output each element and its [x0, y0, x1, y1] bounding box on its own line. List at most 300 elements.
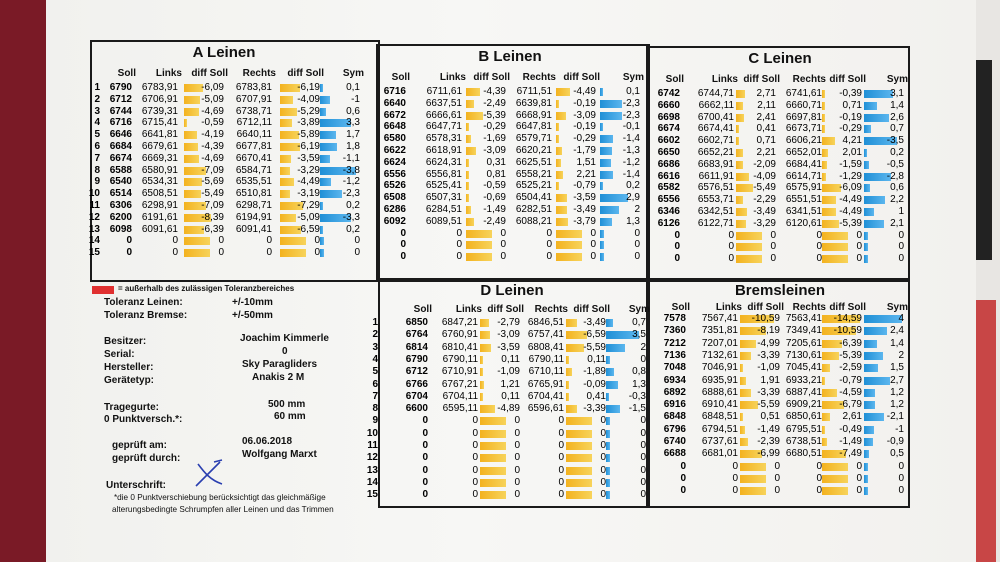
cell-diff-links: 0,51	[760, 411, 780, 423]
cell-diff-rechts: -1,89	[583, 366, 606, 378]
cell-diff-links: 0	[500, 227, 506, 239]
cell-soll: 6686	[657, 158, 680, 170]
cell-diff-rechts: 0	[856, 229, 862, 241]
table-row	[88, 223, 360, 235]
row-number: 6	[94, 141, 100, 152]
cell-rechts: 6677,81	[235, 141, 272, 152]
cell-sym: 0	[640, 464, 646, 476]
cell-diff-links: 0	[514, 440, 520, 451]
cell-rechts: 0	[546, 227, 552, 239]
cell-links: 6700,41	[697, 111, 734, 123]
table-title-b: B Leinen	[478, 48, 542, 65]
table-row	[648, 100, 916, 111]
cell-soll: 6556	[657, 194, 680, 206]
row-number: 5	[372, 366, 378, 378]
cell-soll: 7578	[663, 313, 686, 324]
cell-rechts: 6620,21	[515, 145, 552, 156]
table-row	[378, 192, 646, 203]
cell-diff-rechts: -0,79	[573, 180, 596, 192]
cell-soll: 6600	[405, 403, 428, 415]
cell-sym: 0	[640, 489, 646, 501]
signature-mark	[192, 458, 226, 490]
cell-soll: 0	[422, 489, 428, 501]
cell-diff-links: -1,49	[483, 204, 506, 215]
cell-soll: 0	[400, 227, 406, 239]
cell-diff-rechts: -3,19	[297, 188, 320, 200]
cell-diff-links: -0,59	[483, 180, 506, 192]
cell-sym: 0	[634, 251, 640, 263]
table-row	[89, 200, 360, 211]
header-d-0: Soll	[413, 304, 432, 315]
cell-sym: -1,1	[342, 152, 360, 164]
cell-sym: 2,7	[890, 374, 904, 386]
cell-sym: 0	[898, 460, 904, 472]
cell-rechts: 6757,41	[527, 329, 564, 341]
cell-diff-links: 0	[218, 247, 224, 259]
cell-rechts: 6652,01	[785, 147, 822, 158]
table-row	[378, 180, 646, 191]
cell-diff-rechts: -6,09	[839, 182, 862, 194]
cell-diff-rechts: -2,59	[839, 362, 862, 374]
cell-sym: 0	[354, 235, 360, 247]
geprueft-am-label: geprüft am:	[112, 440, 167, 451]
cell-links: 7132,61	[701, 349, 738, 361]
cell-sym: 0,2	[346, 223, 360, 235]
cell-links: 6674,41	[697, 123, 734, 135]
cell-rechts: 6887,41	[785, 386, 822, 398]
cell-diff-rechts: -4,59	[839, 386, 862, 398]
cell-rechts: 7045,41	[785, 362, 822, 374]
cell-soll: 0	[680, 485, 686, 497]
cell-diff-rechts: -4,49	[297, 176, 320, 188]
cell-diff-rechts: 0	[590, 227, 596, 239]
tragegurte-value: 500 mm	[268, 399, 306, 410]
cell-sym: -1,3	[622, 145, 640, 156]
cell-links: 0	[472, 452, 478, 464]
serial-value: 0	[282, 346, 288, 357]
geprueft-am-value: 06.06.2018	[242, 436, 293, 447]
cell-sym: 0,5	[890, 448, 904, 460]
cell-sym: -1,2	[622, 156, 640, 168]
header-b-3: Rechts	[522, 72, 556, 83]
cell-diff-rechts: 0,41	[586, 390, 606, 402]
cell-sym: 4	[898, 313, 904, 324]
header-d-1: Links	[455, 304, 482, 315]
cell-soll: 6744	[109, 105, 132, 117]
cell-sym: 3,1	[890, 88, 904, 99]
cell-sym: -1	[351, 93, 360, 105]
table-row	[648, 375, 916, 386]
cell-soll: 0	[422, 476, 428, 488]
cell-links: 6122,71	[697, 217, 734, 229]
cell-sym: 0,2	[890, 147, 904, 158]
cell-rechts: 6668,91	[515, 109, 552, 121]
unterschrift-label: Unterschrift:	[106, 480, 167, 491]
cell-rechts: 6640,11	[236, 129, 272, 141]
cell-sym: -1,4	[622, 168, 640, 180]
cell-sym: 0	[640, 353, 646, 365]
cell-rechts: 6551,51	[785, 194, 822, 206]
cell-links: 7567,41	[701, 313, 738, 324]
header-a-5: Sym	[342, 68, 364, 79]
cell-diff-links: 0	[514, 476, 520, 488]
header-e-5: Sym	[886, 302, 908, 313]
cell-soll: 0	[400, 251, 406, 263]
cell-soll: 6892	[663, 386, 686, 398]
table-row	[92, 176, 360, 187]
cell-rechts: 6584,71	[235, 164, 272, 176]
table-row	[648, 147, 916, 158]
cell-links: 6618,91	[425, 145, 462, 156]
header-d-4: diff Soll	[573, 304, 610, 315]
header-c-1: Links	[711, 74, 738, 85]
cell-sym: -1,5	[628, 403, 646, 415]
row-number: 7	[94, 152, 100, 164]
cell-diff-links: -4,89	[497, 403, 520, 415]
cell-diff-rechts: -1,29	[839, 170, 862, 182]
cell-links: 7207,01	[701, 337, 738, 349]
table-row	[372, 317, 648, 328]
cell-diff-links: -7,09	[201, 164, 224, 176]
header-e-0: Soll	[671, 302, 690, 313]
header-b-0: Soll	[391, 72, 410, 83]
table-row	[378, 145, 646, 156]
cell-diff-links: 0	[774, 460, 780, 472]
cell-diff-links: -3,49	[753, 206, 776, 217]
cell-sym: 1,5	[890, 362, 904, 374]
cell-sym: -1	[895, 423, 904, 435]
cell-diff-links: -8,19	[757, 325, 780, 337]
cell-soll: 6740	[663, 436, 686, 447]
cell-diff-links: -0,59	[201, 117, 224, 129]
cell-rechts: 6783,81	[235, 82, 272, 93]
cell-diff-rechts: -4,49	[573, 86, 596, 97]
cell-diff-links: 0,41	[756, 123, 776, 135]
cell-links: 6666,61	[425, 109, 462, 121]
row-number: 7	[372, 390, 378, 402]
row-number: 10	[366, 427, 378, 439]
cell-diff-links: 0,11	[501, 390, 520, 402]
table-row	[372, 378, 648, 390]
cell-soll: 6650	[657, 147, 680, 158]
cell-rechts: 7130,61	[785, 349, 822, 361]
cell-sym: 0	[898, 241, 904, 253]
cell-rechts: 6795,51	[785, 423, 822, 435]
cell-soll: 6660	[657, 99, 680, 111]
cell-links: 0	[172, 235, 178, 247]
besitzer-label: Besitzer:	[104, 336, 147, 347]
cell-rechts: 6298,71	[235, 200, 272, 211]
cell-diff-links: 0	[500, 251, 506, 263]
cell-links: 6935,91	[701, 374, 738, 386]
cell-links: 6652,21	[697, 147, 734, 158]
header-c-5: Sym	[886, 74, 908, 85]
table-row	[367, 440, 648, 451]
cell-soll: 0	[422, 427, 428, 439]
cell-rechts: 6194,91	[235, 211, 272, 223]
row-number: 10	[88, 188, 100, 200]
cell-links: 6783,91	[141, 82, 178, 93]
cell-links: 6739,31	[141, 105, 178, 117]
table-row	[648, 159, 916, 170]
cell-rechts: 0	[816, 460, 822, 472]
cell-rechts: 7349,41	[785, 325, 822, 337]
cell-rechts: 6933,21	[785, 374, 822, 386]
cell-sym: -2,8	[886, 170, 904, 182]
table-row	[92, 165, 360, 176]
cell-sym: -3,5	[886, 135, 904, 147]
cell-soll: 0	[422, 440, 428, 451]
cell-diff-links: 0	[500, 239, 506, 251]
table-row	[88, 211, 360, 223]
header-c-4: diff Soll	[829, 74, 866, 85]
cell-sym: 2,6	[890, 111, 904, 123]
cell-soll: 6622	[383, 145, 406, 156]
cell-sym: 0,6	[346, 105, 360, 117]
cell-diff-links: 0	[770, 241, 776, 253]
cell-sym: 0,7	[632, 317, 646, 328]
cell-diff-rechts: 0	[856, 472, 862, 484]
cell-links: 6662,11	[698, 99, 734, 111]
cell-diff-rechts: -7,49	[839, 448, 862, 460]
cell-rechts: 6909,21	[785, 399, 822, 411]
table-row	[378, 169, 646, 180]
row-number: 11	[367, 440, 378, 451]
cell-links: 6576,51	[697, 182, 734, 194]
cell-soll: 6742	[657, 88, 680, 99]
cell-rechts: 6341,51	[785, 206, 822, 217]
table-row	[648, 241, 916, 252]
cell-diff-rechts: 0	[600, 476, 606, 488]
cell-soll: 6672	[383, 109, 406, 121]
cell-sym: 0	[898, 485, 904, 497]
cell-diff-rechts: -4,49	[839, 206, 862, 217]
cell-links: 6525,41	[425, 180, 462, 192]
cell-sym: 0	[898, 229, 904, 241]
cell-links: 6284,51	[425, 204, 462, 215]
cell-links: 6647,71	[425, 121, 462, 133]
cell-rechts: 0	[266, 235, 272, 247]
cell-diff-links: 0	[514, 464, 520, 476]
cell-sym: 1,2	[890, 399, 904, 411]
cell-diff-rechts: -1,59	[839, 158, 862, 170]
cell-diff-rechts: 0	[314, 247, 320, 259]
cell-diff-rechts: 0	[856, 241, 862, 253]
table-row	[92, 129, 360, 140]
cell-sym: 0	[640, 415, 646, 427]
cell-links: 6744,71	[697, 88, 734, 99]
cell-links: 6580,91	[141, 164, 178, 176]
table-row	[92, 82, 360, 93]
row-number: 15	[366, 489, 378, 501]
table-row	[366, 464, 648, 476]
cell-links: 0	[732, 485, 738, 497]
table-row	[372, 390, 648, 402]
cell-diff-links: 0,31	[486, 156, 506, 168]
cell-diff-rechts: 0	[856, 485, 862, 497]
cell-diff-rechts: 4,21	[842, 135, 862, 147]
cell-soll: 6306	[109, 200, 132, 211]
cell-rechts: 6606,21	[785, 135, 822, 147]
cell-links: 6737,61	[701, 436, 738, 447]
table-row	[378, 216, 646, 227]
cell-diff-links: -3,29	[753, 217, 776, 229]
cell-diff-links: -3,39	[757, 386, 780, 398]
row-number: 9	[372, 415, 378, 427]
geraetetyp-value: Anakis 2 M	[252, 372, 305, 383]
cell-diff-rechts: -4,49	[839, 194, 862, 206]
cell-diff-links: -0,69	[483, 192, 506, 204]
header-a-2: diff Soll	[191, 68, 228, 79]
cell-diff-rechts: -5,89	[297, 129, 320, 141]
cell-sym: 2	[640, 341, 646, 353]
cell-soll: 0	[680, 472, 686, 484]
table-row	[648, 411, 916, 422]
cell-rechts: 6282,51	[515, 204, 552, 215]
cell-links: 0	[472, 464, 478, 476]
cell-soll: 0	[422, 415, 428, 427]
cell-sym: 0	[640, 452, 646, 464]
cell-rechts: 6765,91	[527, 378, 564, 390]
cell-links: 6553,71	[697, 194, 734, 206]
cell-links: 0	[728, 229, 734, 241]
cell-diff-rechts: -6,59	[583, 329, 606, 341]
table-row	[648, 206, 916, 217]
cell-sym: 1,4	[890, 337, 904, 349]
cell-links: 6611,91	[698, 170, 734, 182]
cell-links: 6507,31	[425, 192, 462, 204]
cell-sym: -1,2	[342, 176, 360, 188]
cell-diff-links: -5,59	[757, 399, 780, 411]
cell-links: 6508,51	[141, 188, 178, 200]
besitzer-value: Joachim Kimmerle	[240, 333, 329, 344]
table-row	[92, 141, 360, 152]
cell-soll: 6790	[405, 353, 428, 365]
tragegurte-label: Tragegurte:	[104, 402, 160, 413]
cell-links: 6641,81	[141, 129, 178, 141]
table-row	[648, 473, 916, 484]
table-row	[378, 133, 646, 144]
cell-diff-links: -5,09	[201, 93, 224, 105]
header-b-1: Links	[439, 72, 466, 83]
row-number: 1	[372, 317, 378, 328]
table-row	[366, 427, 648, 439]
cell-sym: 1,3	[632, 378, 646, 390]
cell-diff-links: -5,49	[753, 182, 776, 194]
cell-links: 6790,11	[442, 353, 478, 365]
cell-rechts: 6510,81	[235, 188, 272, 200]
cell-diff-links: -1,69	[483, 133, 506, 145]
cell-rechts: 6535,51	[235, 176, 272, 188]
cell-links: 0	[472, 440, 478, 451]
cell-links: 6848,51	[701, 411, 738, 423]
cell-diff-rechts: -14,59	[833, 313, 862, 324]
cell-rechts: 0	[266, 247, 272, 259]
cell-diff-links: -5,69	[201, 176, 224, 188]
cell-diff-rechts: -0,29	[839, 123, 862, 135]
cell-soll: 6674	[109, 152, 132, 164]
cell-rechts: 6673,71	[785, 123, 822, 135]
row-number: 4	[94, 117, 100, 129]
cell-diff-links: -3,09	[497, 329, 520, 341]
cell-diff-rechts: -6,19	[297, 141, 320, 152]
cell-diff-rechts: -5,29	[297, 105, 320, 117]
cell-sym: -2,3	[622, 97, 640, 109]
punkt-value: 60 mm	[274, 411, 306, 422]
row-number: 2	[94, 93, 100, 105]
cell-sym: -2,1	[886, 411, 904, 423]
table-row	[378, 110, 646, 121]
cell-diff-links: -2,39	[757, 436, 780, 447]
cell-diff-rechts: 2,61	[842, 411, 862, 423]
cell-soll: 6712	[109, 93, 132, 105]
table-row	[366, 476, 648, 488]
cell-soll: 6674	[657, 123, 680, 135]
cell-sym: 0,1	[346, 82, 360, 93]
table-row	[92, 117, 360, 128]
table-title-e: Bremsleinen	[734, 282, 826, 299]
cell-sym: 0,6	[890, 182, 904, 194]
row-number: 5	[94, 129, 100, 141]
table-row	[372, 415, 648, 427]
cell-diff-links: -2,79	[497, 317, 520, 328]
cell-diff-rechts: -0,19	[839, 111, 862, 123]
cell-diff-links: -7,09	[201, 200, 224, 211]
header-b-4: diff Soll	[563, 72, 600, 83]
cell-rechts: 6738,71	[235, 105, 272, 117]
cell-diff-rechts: -0,19	[573, 121, 596, 133]
table-row	[92, 94, 360, 105]
cell-diff-rechts: 0,11	[587, 353, 606, 365]
cell-links: 6810,41	[441, 341, 478, 353]
cell-diff-links: -4,69	[201, 152, 224, 164]
cell-sym: 0,2	[626, 180, 640, 192]
cell-diff-rechts: -0,19	[573, 97, 596, 109]
cell-links: 6888,61	[701, 386, 738, 398]
cell-soll: 0	[400, 239, 406, 251]
row-number: 1	[94, 82, 100, 93]
punkt-label: 0 Punktversch.*:	[104, 414, 183, 425]
cell-rechts: 6697,81	[785, 111, 822, 123]
cell-soll: 6540	[109, 176, 132, 188]
legend-text: = außerhalb des zulässigen Toleranzbereiches	[118, 284, 295, 293]
cell-diff-links: -10,59	[751, 313, 780, 324]
row-number: 8	[372, 403, 378, 415]
cell-diff-links: -3,39	[757, 349, 780, 361]
header-a-1: Links	[155, 68, 182, 79]
cell-soll: 7360	[663, 325, 686, 337]
row-number: 8	[94, 164, 100, 176]
cell-diff-links: 0	[218, 235, 224, 247]
cell-diff-rechts: 0	[314, 235, 320, 247]
cell-diff-links: -2,49	[483, 97, 506, 109]
cell-links: 6191,61	[141, 211, 178, 223]
cell-diff-rechts: -3,89	[297, 117, 320, 129]
table-row	[648, 436, 916, 447]
cell-diff-rechts: -3,09	[573, 109, 596, 121]
cell-diff-links: -2,29	[753, 194, 776, 206]
table-title-c: C Leinen	[748, 50, 812, 67]
cell-rechts: 0	[816, 485, 822, 497]
table-row	[88, 235, 360, 247]
cell-diff-rechts: 0	[600, 489, 606, 501]
table-row	[648, 171, 916, 182]
table-row	[372, 403, 648, 415]
cell-soll: 6934	[663, 374, 686, 386]
serial-label: Serial:	[104, 349, 135, 360]
table-row	[372, 366, 648, 378]
cell-diff-links: 2,71	[756, 88, 776, 99]
